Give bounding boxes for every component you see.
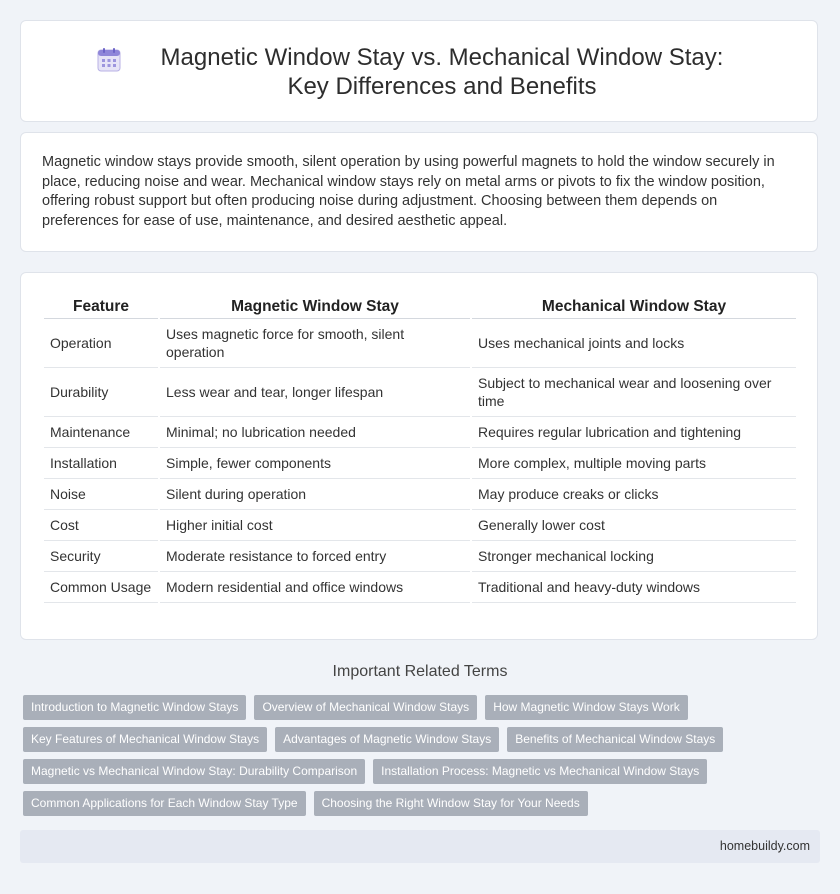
feature-cell: Durability bbox=[44, 368, 158, 417]
table-row bbox=[44, 448, 796, 479]
related-term-tag[interactable]: Advantages of Magnetic Window Stays bbox=[275, 727, 499, 752]
related-term-tag[interactable]: How Magnetic Window Stays Work bbox=[485, 695, 688, 720]
header-magnetic: Magnetic Window Stay bbox=[160, 293, 470, 319]
mechanical-cell: More complex, multiple moving parts bbox=[472, 448, 796, 479]
magnetic-cell: Simple, fewer components bbox=[160, 448, 470, 479]
related-term-tag[interactable]: Magnetic vs Mechanical Window Stay: Durability Comparison bbox=[23, 759, 365, 784]
related-term-tag[interactable]: Benefits of Mechanical Window Stays bbox=[507, 727, 723, 752]
related-term-tag[interactable]: Installation Process: Magnetic vs Mechanical Window Stays bbox=[373, 759, 707, 784]
mechanical-cell: Traditional and heavy-duty windows bbox=[472, 572, 796, 603]
mechanical-cell: Stronger mechanical locking bbox=[472, 541, 796, 572]
intro-paragraph: Magnetic window stays provide smooth, silent operation by using powerful magnets to hold the window securely in place, reducing noise and wear. Mechanical window stays rely on metal arms or pivots to fix the window position, offering robust support but often producing noise during adjustment. Choosing between them depends on preferences for ease of use, maintenance, and desired aesthetic appeal. bbox=[42, 154, 775, 229]
related-term-tag[interactable]: Overview of Mechanical Window Stays bbox=[254, 695, 477, 720]
header-mechanical: Mechanical Window Stay bbox=[472, 293, 796, 319]
header-feature: Feature bbox=[44, 293, 158, 319]
tag-row bbox=[23, 695, 823, 720]
magnetic-cell: Higher initial cost bbox=[160, 510, 470, 541]
feature-cell: Security bbox=[44, 541, 158, 572]
footer bbox=[20, 830, 820, 863]
tag-row bbox=[23, 791, 823, 816]
related-term-tag[interactable]: Common Applications for Each Window Stay Type bbox=[23, 791, 306, 816]
magnetic-cell: Less wear and tear, longer lifespan bbox=[160, 368, 470, 417]
related-terms-heading: Important Related Terms bbox=[332, 663, 508, 680]
table-row bbox=[44, 510, 796, 541]
feature-cell: Cost bbox=[44, 510, 158, 541]
table-row bbox=[44, 541, 796, 572]
tag-row bbox=[23, 727, 823, 752]
footer-site-link[interactable]: homebuildy.com bbox=[719, 839, 810, 853]
table-row bbox=[44, 368, 796, 417]
table-row bbox=[44, 479, 796, 510]
tag-row bbox=[23, 759, 823, 784]
table-row bbox=[44, 319, 796, 368]
calendar-icon bbox=[96, 47, 122, 73]
title-card bbox=[20, 20, 818, 122]
intro-card bbox=[20, 132, 818, 252]
related-term-tag[interactable]: Key Features of Mechanical Window Stays bbox=[23, 727, 267, 752]
mechanical-cell: May produce creaks or clicks bbox=[472, 479, 796, 510]
magnetic-cell: Uses magnetic force for smooth, silent operation bbox=[160, 319, 470, 368]
magnetic-cell: Modern residential and office windows bbox=[160, 572, 470, 603]
magnetic-cell: Silent during operation bbox=[160, 479, 470, 510]
mechanical-cell: Generally lower cost bbox=[472, 510, 796, 541]
magnetic-cell: Minimal; no lubrication needed bbox=[160, 417, 470, 448]
feature-cell: Common Usage bbox=[44, 572, 158, 603]
magnetic-cell: Moderate resistance to forced entry bbox=[160, 541, 470, 572]
table-header-row bbox=[44, 293, 796, 319]
page-title: Magnetic Window Stay vs. Mechanical Window Stay: Key Differences and Benefits bbox=[160, 44, 724, 100]
table-row bbox=[44, 417, 796, 448]
table-row bbox=[44, 572, 796, 603]
mechanical-cell: Subject to mechanical wear and loosening over time bbox=[472, 368, 796, 417]
comparison-card bbox=[20, 272, 818, 640]
mechanical-cell: Uses mechanical joints and locks bbox=[472, 319, 796, 368]
related-term-tag[interactable]: Introduction to Magnetic Window Stays bbox=[23, 695, 246, 720]
feature-cell: Installation bbox=[44, 448, 158, 479]
feature-cell: Operation bbox=[44, 319, 158, 368]
comparison-table bbox=[42, 293, 798, 603]
feature-cell: Maintenance bbox=[44, 417, 158, 448]
feature-cell: Noise bbox=[44, 479, 158, 510]
mechanical-cell: Requires regular lubrication and tightening bbox=[472, 417, 796, 448]
related-terms-list bbox=[23, 695, 823, 823]
related-term-tag[interactable]: Choosing the Right Window Stay for Your Needs bbox=[314, 791, 588, 816]
